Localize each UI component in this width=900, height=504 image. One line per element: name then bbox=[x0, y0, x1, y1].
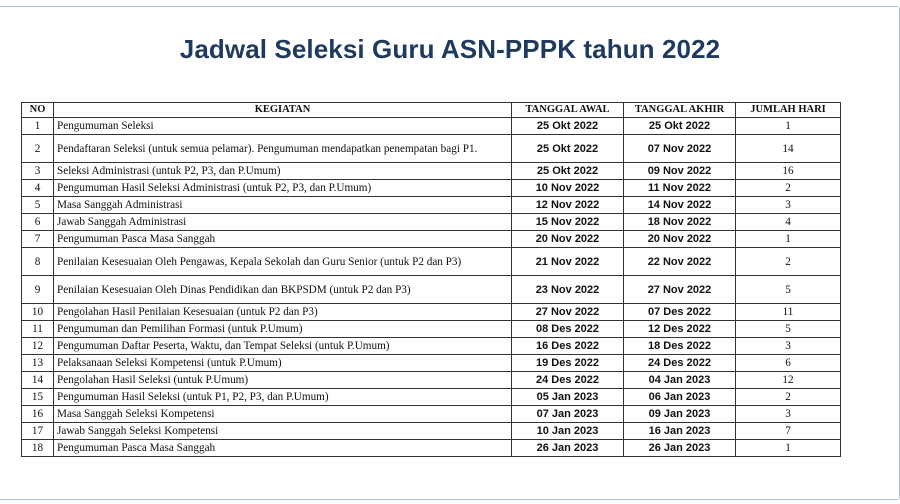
table-row bbox=[22, 355, 841, 372]
row-tanggal-akhir: 09 Nov 2022 bbox=[624, 163, 736, 180]
row-tanggal-awal: 08 Des 2022 bbox=[512, 321, 624, 338]
table-row bbox=[22, 118, 841, 135]
table-row bbox=[22, 338, 841, 355]
table-row bbox=[22, 163, 841, 180]
row-number: 5 bbox=[22, 197, 54, 214]
table-row bbox=[22, 406, 841, 423]
row-jumlah-hari: 3 bbox=[736, 197, 841, 214]
row-number: 6 bbox=[22, 214, 54, 231]
header-kegiatan: KEGIATAN bbox=[54, 103, 512, 118]
row-tanggal-akhir: 14 Nov 2022 bbox=[624, 197, 736, 214]
row-jumlah-hari: 3 bbox=[736, 338, 841, 355]
row-kegiatan: Pengumuman Pasca Masa Sanggah bbox=[54, 231, 512, 248]
row-tanggal-akhir: 06 Jan 2023 bbox=[624, 389, 736, 406]
row-tanggal-awal: 24 Des 2022 bbox=[512, 372, 624, 389]
header-no: NO bbox=[22, 103, 54, 118]
row-tanggal-akhir: 18 Des 2022 bbox=[624, 338, 736, 355]
row-kegiatan: Masa Sanggah Administrasi bbox=[54, 197, 512, 214]
table-row bbox=[22, 389, 841, 406]
row-kegiatan: Pengumuman Hasil Seleksi Administrasi (untuk P2, P3, dan P.Umum) bbox=[54, 180, 512, 197]
row-tanggal-awal: 21 Nov 2022 bbox=[512, 248, 624, 276]
row-kegiatan: Pengumuman Pasca Masa Sanggah bbox=[54, 440, 512, 457]
row-jumlah-hari: 16 bbox=[736, 163, 841, 180]
row-jumlah-hari: 1 bbox=[736, 118, 841, 135]
row-number: 1 bbox=[22, 118, 54, 135]
row-jumlah-hari: 3 bbox=[736, 406, 841, 423]
row-kegiatan: Penilaian Kesesuaian Oleh Pengawas, Kepala Sekolah dan Guru Senior (untuk P2 dan P3) bbox=[54, 248, 512, 276]
row-number: 10 bbox=[22, 304, 54, 321]
row-tanggal-akhir: 16 Jan 2023 bbox=[624, 423, 736, 440]
schedule-table bbox=[21, 102, 841, 457]
row-tanggal-awal: 25 Okt 2022 bbox=[512, 163, 624, 180]
row-kegiatan: Pengumuman dan Pemilihan Formasi (untuk P.Umum) bbox=[54, 321, 512, 338]
row-number: 17 bbox=[22, 423, 54, 440]
table-row bbox=[22, 180, 841, 197]
row-tanggal-akhir: 25 Okt 2022 bbox=[624, 118, 736, 135]
row-number: 14 bbox=[22, 372, 54, 389]
header-tanggal-akhir: TANGGAL AKHIR bbox=[624, 103, 736, 118]
row-jumlah-hari: 2 bbox=[736, 248, 841, 276]
row-kegiatan: Jawab Sanggah Administrasi bbox=[54, 214, 512, 231]
row-tanggal-akhir: 24 Des 2022 bbox=[624, 355, 736, 372]
page-title: Jadwal Seleksi Guru ASN-PPPK tahun 2022 bbox=[179, 34, 721, 64]
row-jumlah-hari: 5 bbox=[736, 321, 841, 338]
row-tanggal-akhir: 09 Jan 2023 bbox=[624, 406, 736, 423]
row-number: 18 bbox=[22, 440, 54, 457]
table-row bbox=[22, 423, 841, 440]
row-kegiatan: Seleksi Administrasi (untuk P2, P3, dan P.Umum) bbox=[54, 163, 512, 180]
row-number: 16 bbox=[22, 406, 54, 423]
row-jumlah-hari: 7 bbox=[736, 423, 841, 440]
row-jumlah-hari: 11 bbox=[736, 304, 841, 321]
row-tanggal-awal: 27 Nov 2022 bbox=[512, 304, 624, 321]
row-number: 9 bbox=[22, 276, 54, 304]
table-header-row bbox=[22, 103, 841, 118]
row-tanggal-akhir: 07 Des 2022 bbox=[624, 304, 736, 321]
row-kegiatan: Pengolahan Hasil Seleksi (untuk P.Umum) bbox=[54, 372, 512, 389]
row-kegiatan: Masa Sanggah Seleksi Kompetensi bbox=[54, 406, 512, 423]
row-tanggal-akhir: 26 Jan 2023 bbox=[624, 440, 736, 457]
row-tanggal-akhir: 11 Nov 2022 bbox=[624, 180, 736, 197]
row-number: 11 bbox=[22, 321, 54, 338]
table-row bbox=[22, 231, 841, 248]
table-row bbox=[22, 214, 841, 231]
row-kegiatan: Jawab Sanggah Seleksi Kompetensi bbox=[54, 423, 512, 440]
row-kegiatan: Penilaian Kesesuaian Oleh Dinas Pendidikan dan BKPSDM (untuk P2 dan P3) bbox=[54, 276, 512, 304]
row-tanggal-awal: 10 Jan 2023 bbox=[512, 423, 624, 440]
row-jumlah-hari: 1 bbox=[736, 440, 841, 457]
row-number: 15 bbox=[22, 389, 54, 406]
row-number: 7 bbox=[22, 231, 54, 248]
row-tanggal-akhir: 20 Nov 2022 bbox=[624, 231, 736, 248]
header-tanggal-awal: TANGGAL AWAL bbox=[512, 103, 624, 118]
row-jumlah-hari: 5 bbox=[736, 276, 841, 304]
table-row bbox=[22, 276, 841, 304]
row-tanggal-akhir: 18 Nov 2022 bbox=[624, 214, 736, 231]
row-tanggal-awal: 20 Nov 2022 bbox=[512, 231, 624, 248]
row-jumlah-hari: 12 bbox=[736, 372, 841, 389]
row-kegiatan: Pengumuman Seleksi bbox=[54, 118, 512, 135]
table-row bbox=[22, 135, 841, 163]
row-jumlah-hari: 2 bbox=[736, 389, 841, 406]
table-row bbox=[22, 197, 841, 214]
row-tanggal-akhir: 27 Nov 2022 bbox=[624, 276, 736, 304]
row-jumlah-hari: 2 bbox=[736, 180, 841, 197]
row-tanggal-awal: 05 Jan 2023 bbox=[512, 389, 624, 406]
table-row bbox=[22, 440, 841, 457]
row-tanggal-awal: 12 Nov 2022 bbox=[512, 197, 624, 214]
row-tanggal-awal: 25 Okt 2022 bbox=[512, 118, 624, 135]
row-jumlah-hari: 6 bbox=[736, 355, 841, 372]
table-row bbox=[22, 372, 841, 389]
row-jumlah-hari: 14 bbox=[736, 135, 841, 163]
row-tanggal-awal: 16 Des 2022 bbox=[512, 338, 624, 355]
row-tanggal-akhir: 22 Nov 2022 bbox=[624, 248, 736, 276]
row-tanggal-akhir: 04 Jan 2023 bbox=[624, 372, 736, 389]
row-kegiatan: Pelaksanaan Seleksi Kompetensi (untuk P.Umum) bbox=[54, 355, 512, 372]
row-kegiatan: Pendaftaran Seleksi (untuk semua pelamar). Pengumuman mendapatkan penempatan bagi P1. bbox=[54, 135, 512, 163]
row-number: 3 bbox=[22, 163, 54, 180]
row-number: 4 bbox=[22, 180, 54, 197]
row-tanggal-awal: 10 Nov 2022 bbox=[512, 180, 624, 197]
row-tanggal-awal: 15 Nov 2022 bbox=[512, 214, 624, 231]
row-tanggal-awal: 19 Des 2022 bbox=[512, 355, 624, 372]
row-tanggal-awal: 07 Jan 2023 bbox=[512, 406, 624, 423]
row-jumlah-hari: 4 bbox=[736, 214, 841, 231]
row-number: 12 bbox=[22, 338, 54, 355]
row-jumlah-hari: 1 bbox=[736, 231, 841, 248]
row-kegiatan: Pengumuman Hasil Seleksi (untuk P1, P2, P3, dan P.Umum) bbox=[54, 389, 512, 406]
row-number: 13 bbox=[22, 355, 54, 372]
table-row bbox=[22, 304, 841, 321]
row-tanggal-awal: 26 Jan 2023 bbox=[512, 440, 624, 457]
header-jumlah-hari: JUMLAH HARI bbox=[736, 103, 841, 118]
row-number: 8 bbox=[22, 248, 54, 276]
table-row bbox=[22, 248, 841, 276]
row-tanggal-akhir: 07 Nov 2022 bbox=[624, 135, 736, 163]
row-kegiatan: Pengolahan Hasil Penilaian Kesesuaian (untuk P2 dan P3) bbox=[54, 304, 512, 321]
table-row bbox=[22, 321, 841, 338]
row-tanggal-awal: 23 Nov 2022 bbox=[512, 276, 624, 304]
row-kegiatan: Pengumuman Daftar Peserta, Waktu, dan Tempat Seleksi (untuk P.Umum) bbox=[54, 338, 512, 355]
row-number: 2 bbox=[22, 135, 54, 163]
row-tanggal-akhir: 12 Des 2022 bbox=[624, 321, 736, 338]
row-tanggal-awal: 25 Okt 2022 bbox=[512, 135, 624, 163]
